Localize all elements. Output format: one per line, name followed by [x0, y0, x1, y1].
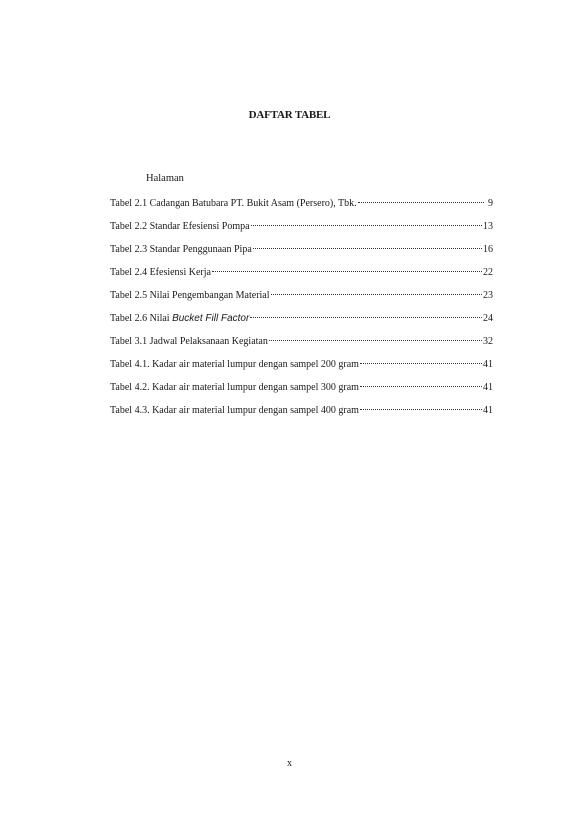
- page-column-label: Halaman: [146, 173, 184, 184]
- toc-entry-title: Tabel 2.1 Cadangan Batubara PT. Bukit Asam (Persero), Tbk.: [110, 198, 357, 209]
- page-number: x: [287, 758, 292, 769]
- dot-leader: [360, 409, 482, 410]
- dot-leader: [360, 386, 482, 387]
- dot-leader: [251, 225, 482, 226]
- toc-entry[interactable]: [110, 399, 493, 422]
- toc-entry-page: 16: [483, 244, 493, 255]
- toc-entry[interactable]: [110, 192, 493, 215]
- toc-entry-page: 24: [483, 313, 493, 324]
- toc-entry-page: 41: [483, 382, 493, 393]
- toc-entry-title: Tabel 2.3 Standar Penggunaan Pipa: [110, 244, 252, 255]
- toc-entry[interactable]: [110, 330, 493, 353]
- table-of-contents: [110, 192, 493, 422]
- toc-entry-page: 23: [483, 290, 493, 301]
- toc-entry-page: 9: [488, 198, 493, 209]
- dot-leader: [271, 294, 482, 295]
- toc-entry[interactable]: [110, 284, 493, 307]
- dot-leader: [360, 363, 482, 364]
- toc-entry[interactable]: [110, 215, 493, 238]
- toc-entry[interactable]: [110, 376, 493, 399]
- toc-entry[interactable]: [110, 261, 493, 284]
- toc-entry-page: 32: [483, 336, 493, 347]
- toc-entry-page: 41: [483, 405, 493, 416]
- toc-entry-title: Tabel 4.1. Kadar air material lumpur dengan sampel 200 gram: [110, 359, 359, 370]
- toc-entry[interactable]: [110, 238, 493, 261]
- toc-entry[interactable]: [110, 353, 493, 376]
- dot-leader: [358, 202, 484, 203]
- toc-entry-page: 22: [483, 267, 493, 278]
- page-title: DAFTAR TABEL: [248, 109, 331, 121]
- dot-leader: [212, 271, 482, 272]
- dot-leader: [253, 248, 482, 249]
- toc-entry-title: Tabel 4.3. Kadar air material lumpur dengan sampel 400 gram: [110, 405, 359, 416]
- toc-entry-title: Tabel 2.2 Standar Efesiensi Pompa: [110, 221, 250, 232]
- toc-entry-page: 13: [483, 221, 493, 232]
- toc-entry-title: Tabel 2.6 Nilai Bucket Fill Factor: [110, 313, 250, 324]
- toc-entry-title: Tabel 2.4 Efesiensi Kerja: [110, 267, 211, 278]
- dot-leader: [269, 340, 482, 341]
- dot-leader: [250, 317, 482, 318]
- toc-entry[interactable]: [110, 307, 493, 330]
- toc-entry-title: Tabel 2.5 Nilai Pengembangan Material: [110, 290, 270, 301]
- toc-entry-title: Tabel 4.2. Kadar air material lumpur dengan sampel 300 gram: [110, 382, 359, 393]
- toc-entry-title: Tabel 3.1 Jadwal Pelaksanaan Kegiatan: [110, 336, 268, 347]
- toc-entry-page: 41: [483, 359, 493, 370]
